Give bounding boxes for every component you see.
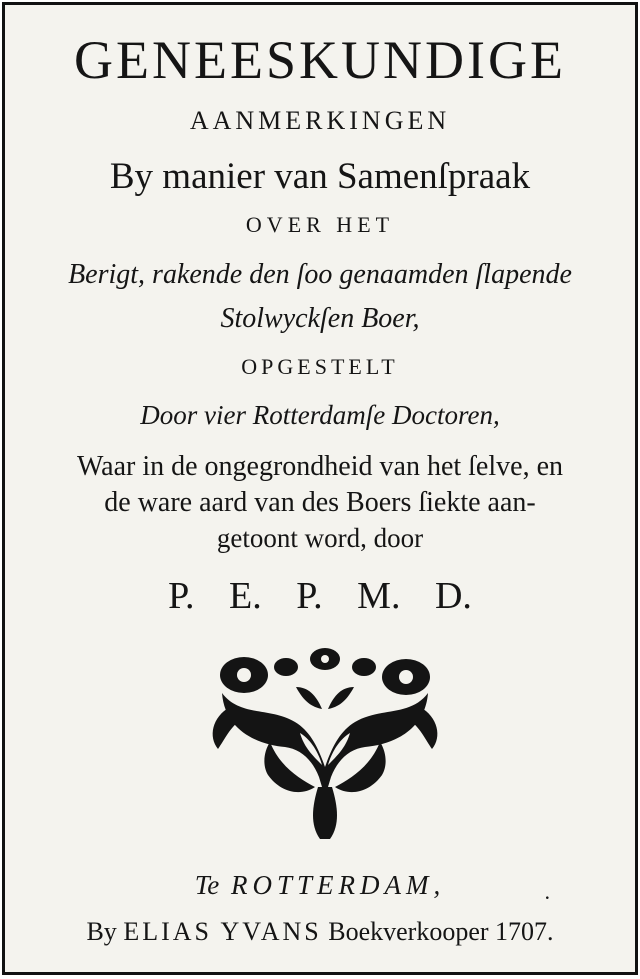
imprint-te: Te	[194, 870, 220, 900]
imprint-year: 1707.	[495, 917, 554, 946]
imprint-city: ROTTERDAM,	[231, 870, 446, 900]
author-initials: P. E. P. M. D.	[168, 575, 472, 617]
body-line-2: de ware aard van des Boers ſiekte aan-	[104, 487, 536, 518]
decorative-dot: ·	[543, 885, 551, 910]
subtitle-samenspraak: By manier van Samenſpraak	[109, 156, 531, 197]
subtitle-over-het: OVER HET	[245, 212, 395, 237]
imprint-printer-name: ELIAS YVANS	[123, 917, 322, 946]
berigt-line: Berigt, rakende den ſoo genaamden ſlapende	[68, 259, 572, 290]
subtitle-aanmerkingen: AANMERKINGEN	[189, 106, 451, 135]
imprint-printer-line	[5, 919, 635, 945]
body-line-1: Waar in de ongegrondheid van het ſelve, en	[76, 451, 563, 482]
imprint-city-line	[5, 872, 635, 899]
body-line-3: getoont word, door	[216, 523, 424, 553]
boer-line: Stolwyckſen Boer,	[220, 303, 420, 334]
opgestelt-heading: OPGESTELT	[241, 354, 399, 379]
book-title: GENEESKUNDIGE	[74, 30, 566, 90]
title-page	[2, 2, 638, 975]
imprint-by: By	[86, 917, 117, 946]
floral-ornament-icon	[200, 647, 450, 842]
imprint-trade: Boekverkooper	[328, 917, 489, 946]
doctors-line: Door vier Rotterdamſe Doctoren,	[140, 400, 500, 430]
